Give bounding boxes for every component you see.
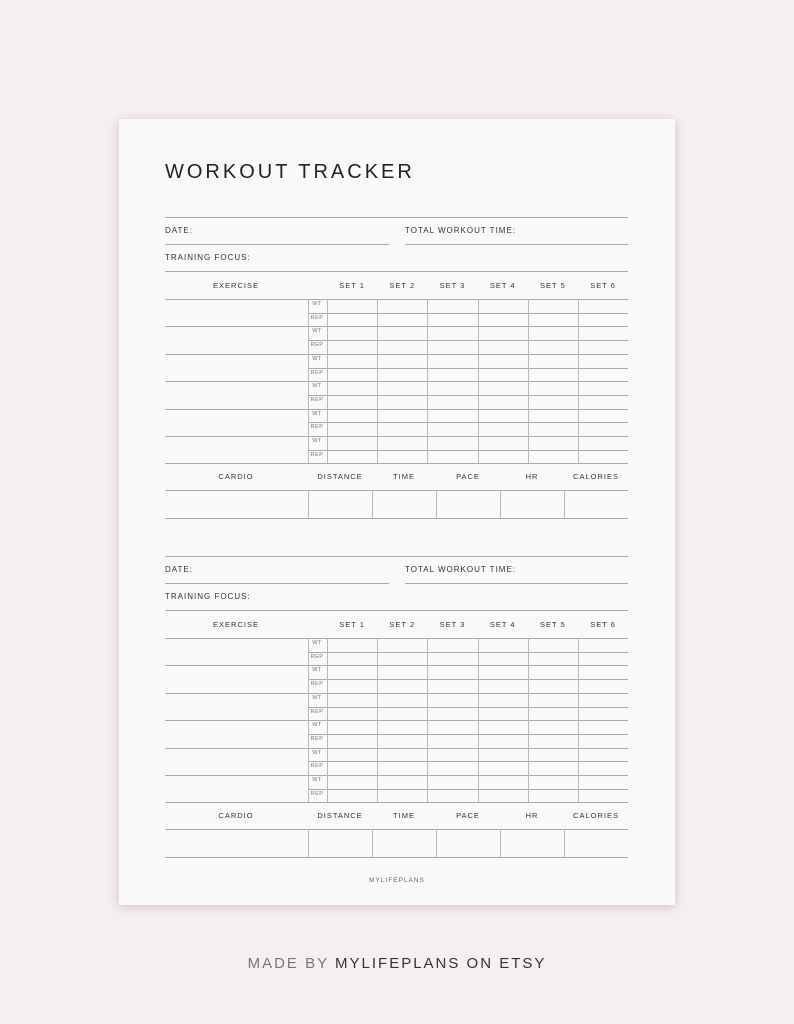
section-1-row-1-wt-label: WT (312, 301, 322, 307)
section-2-cardio-col-divider-3 (436, 829, 437, 857)
section-2-cardio-header: CARDIO (218, 811, 254, 821)
section-1-total-time-field (405, 244, 628, 245)
section-2-cardio-col-5-header: CALORIES (573, 811, 619, 821)
section-2-row-4-wt-label: WT (312, 722, 322, 729)
section-1-cardio-col-divider-2 (372, 490, 373, 518)
section-2-exercise-header: EXERCISE (213, 620, 259, 629)
section-2-row-3-wt-label: WT (312, 694, 322, 701)
section-2-row-1-wt-label: WT (312, 640, 322, 646)
section-2-set-col-divider-6 (578, 638, 579, 802)
section-1-row-2-line (165, 354, 628, 355)
section-1-cardio-col-5-header: CALORIES (573, 472, 619, 482)
section-2-row-1-rep-label: REP (310, 653, 324, 660)
section-2-row-6-rep-label: REP (310, 790, 324, 797)
section-1-row-5-rep-label: REP (310, 424, 324, 431)
section-1-row-2-mid-line (308, 340, 628, 341)
section-1-set-col-divider-3 (427, 299, 428, 463)
section-2-cardio-col-divider-5 (564, 829, 565, 857)
tracker-page (119, 119, 675, 905)
section-1-row-4-line (165, 409, 628, 410)
shop-credit (0, 955, 794, 972)
section-1-row-3-line (165, 381, 628, 382)
section-2-row-3-rep-label: REP (310, 708, 324, 715)
section-1-set-4-header: SET 4 (489, 281, 516, 290)
section-1-row-3-mid-line (308, 368, 628, 369)
section-2-cardio-col-divider-2 (372, 829, 373, 857)
section-2-set-col-divider-5 (528, 638, 529, 802)
section-2-grid-top (165, 638, 628, 639)
credit-prefix: MADE BY (247, 955, 329, 972)
section-1-row-1-line (165, 326, 628, 327)
page-footer: MYLIFEPLANS (369, 877, 425, 884)
section-2-set-6-header: SET 6 (590, 620, 616, 629)
section-1-cardio-col-3-header: PACE (456, 472, 480, 482)
credit-brand: MYLIFEPLANS ON ETSY (335, 955, 547, 972)
section-2-set-3-header: SET 3 (439, 620, 466, 629)
section-2-row-6-line (165, 802, 628, 803)
section-1-date-label: DATE: (165, 226, 193, 235)
section-1-row-6-rep-label: REP (310, 451, 324, 458)
section-1-row-5-mid-line (308, 422, 628, 423)
section-1-row-6-line (165, 463, 628, 464)
section-2-set-col-divider-4 (478, 638, 479, 802)
section-2-cardio-bottom-line (165, 857, 628, 858)
section-1-training-focus-label: TRAINING FOCUS: (165, 253, 251, 262)
section-1-row-6-wt-label: WT (312, 438, 322, 444)
section-2-total-time-label: TOTAL WORKOUT TIME: (405, 565, 517, 574)
section-1-row-3-wt-label: WT (312, 355, 322, 362)
section-1-set-col-divider-6 (578, 299, 579, 463)
section-2-total-time-field (405, 583, 628, 584)
section-1-set-5-header: SET 5 (540, 281, 566, 290)
section-1-set-col-divider-4 (478, 299, 479, 463)
section-1-cardio-col-4-header: HR (525, 472, 539, 482)
section-1-set-6-header: SET 6 (590, 281, 616, 290)
section-2-training-focus-field (165, 610, 628, 611)
section-2-row-5-wt-label: WT (312, 749, 322, 756)
section-1-row-6-mid-line (308, 450, 628, 451)
section-1-set-2-header: SET 2 (389, 281, 416, 290)
section-2-row-6-wt-label: WT (312, 777, 322, 783)
section-1-row-5-wt-label: WT (312, 410, 322, 417)
section-2-cardio-col-3-header: PACE (456, 811, 480, 821)
section-1-cardio-col-divider-3 (436, 490, 437, 518)
section-2-row-1-line (165, 665, 628, 666)
section-2-top-line (165, 556, 628, 557)
section-2-cardio-top-line (165, 829, 628, 830)
section-1-exercise-header: EXERCISE (213, 281, 259, 290)
section-2-set-4-header: SET 4 (489, 620, 516, 629)
section-1-set-col-divider-2 (377, 299, 378, 463)
section-2-row-3-line (165, 720, 628, 721)
section-2-row-1-mid-line (308, 652, 628, 653)
section-1-row-2-wt-label: WT (312, 328, 322, 335)
section-1-row-4-rep-label: REP (310, 396, 324, 403)
section-1-cardio-col-divider-4 (500, 490, 501, 518)
section-2-row-5-line (165, 775, 628, 776)
section-2-sub-col-divider (308, 638, 309, 802)
section-1-row-3-rep-label: REP (310, 369, 324, 376)
section-1-cardio-header: CARDIO (218, 472, 254, 482)
section-2-training-focus-label: TRAINING FOCUS: (165, 592, 251, 601)
section-1-total-time-label: TOTAL WORKOUT TIME: (405, 226, 517, 235)
section-2-set-col-divider-3 (427, 638, 428, 802)
section-1-set-col-divider-5 (528, 299, 529, 463)
section-2-row-5-rep-label: REP (310, 763, 324, 770)
section-1-cardio-col-2-header: TIME (393, 472, 415, 482)
section-1-row-5-line (165, 436, 628, 437)
section-1-row-1-mid-line (308, 313, 628, 314)
page-title: WORKOUT TRACKER (165, 161, 415, 183)
section-2-date-label: DATE: (165, 565, 193, 574)
section-2-row-2-mid-line (308, 679, 628, 680)
section-2-set-1-header: SET 1 (339, 620, 365, 629)
section-1-row-1-rep-label: REP (310, 314, 324, 321)
section-2-set-5-header: SET 5 (540, 620, 566, 629)
section-1-row-4-mid-line (308, 395, 628, 396)
section-2-set-2-header: SET 2 (389, 620, 416, 629)
section-1-training-focus-field (165, 271, 628, 272)
section-2-cardio-col-4-header: HR (525, 811, 539, 821)
section-1-set-3-header: SET 3 (439, 281, 466, 290)
section-1-grid-top (165, 299, 628, 300)
section-1-row-2-rep-label: REP (310, 342, 324, 349)
section-2-row-5-mid-line (308, 761, 628, 762)
section-2-cardio-col-1-header: DISTANCE (317, 811, 363, 821)
section-1-cardio-col-divider-1 (308, 490, 309, 518)
section-2-row-2-line (165, 693, 628, 694)
section-1-cardio-bottom-line (165, 518, 628, 519)
section-2-row-6-mid-line (308, 789, 628, 790)
section-1-cardio-top-line (165, 490, 628, 491)
section-2-row-4-mid-line (308, 734, 628, 735)
section-1-sub-col-divider (308, 299, 309, 463)
section-2-cardio-col-divider-1 (308, 829, 309, 857)
section-1-cardio-col-divider-5 (564, 490, 565, 518)
section-2-date-field (165, 583, 389, 584)
section-1-date-field (165, 244, 389, 245)
section-2-row-3-mid-line (308, 707, 628, 708)
section-2-row-2-rep-label: REP (310, 681, 324, 688)
section-1-set-col-divider-1 (327, 299, 328, 463)
section-2-set-col-divider-2 (377, 638, 378, 802)
section-2-row-4-line (165, 748, 628, 749)
section-2-cardio-col-2-header: TIME (393, 811, 415, 821)
section-1-top-line (165, 217, 628, 218)
section-2-set-col-divider-1 (327, 638, 328, 802)
section-1-row-4-wt-label: WT (312, 383, 322, 390)
section-2-row-2-wt-label: WT (312, 667, 322, 674)
section-1-set-1-header: SET 1 (339, 281, 365, 290)
section-2-row-4-rep-label: REP (310, 735, 324, 742)
section-2-cardio-col-divider-4 (500, 829, 501, 857)
section-1-cardio-col-1-header: DISTANCE (317, 472, 363, 482)
